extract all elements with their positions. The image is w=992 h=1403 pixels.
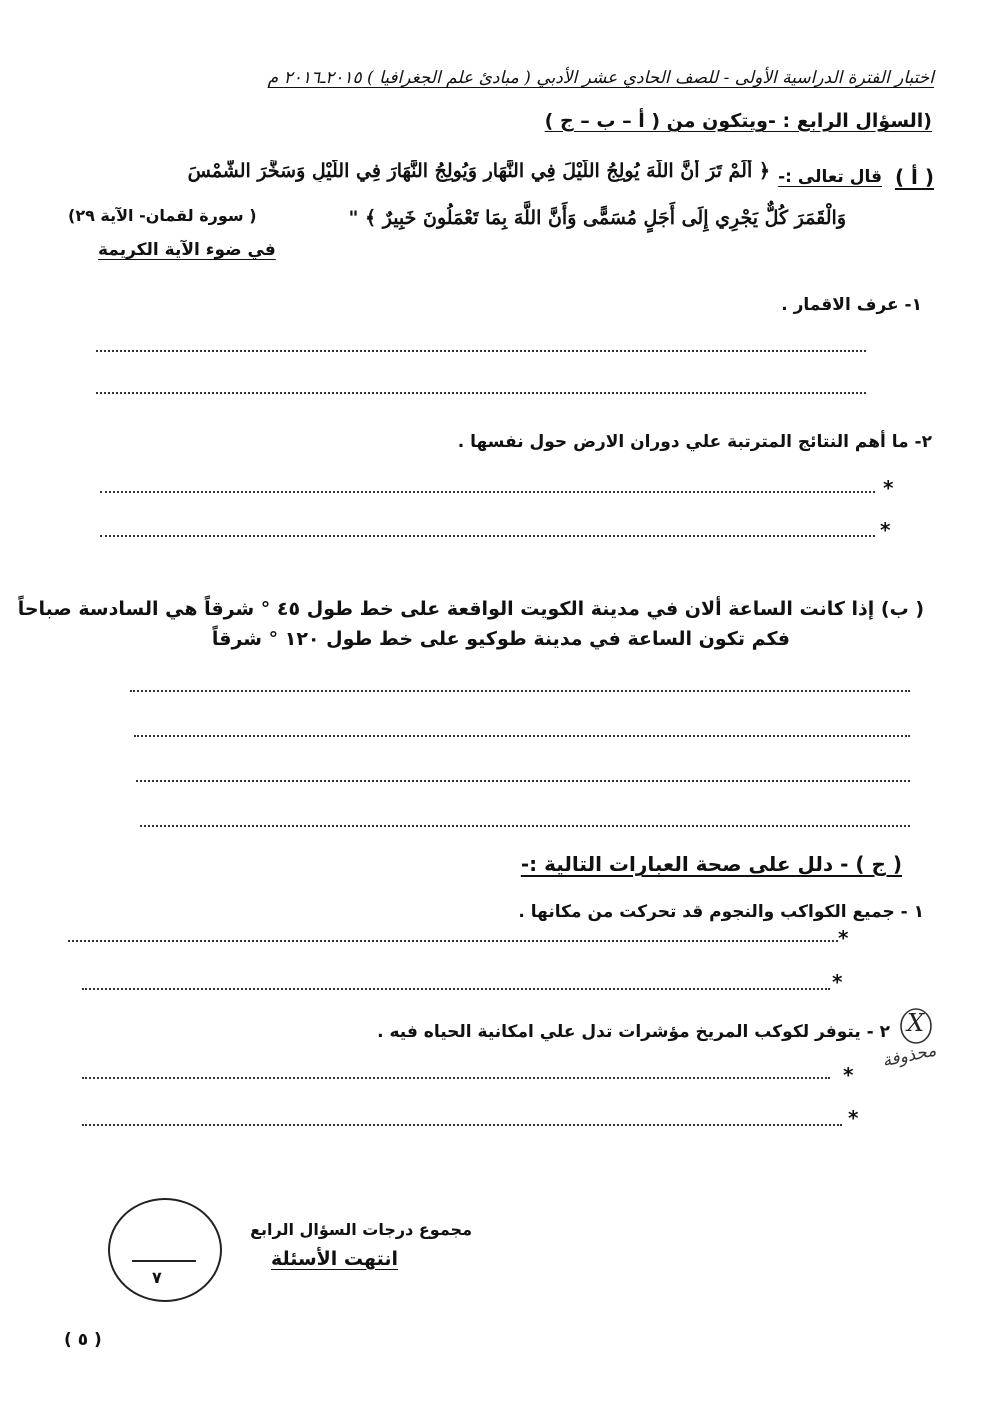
end-of-questions: انتهت الأسئلة (270, 1248, 398, 1270)
part-c-heading: ( ج ) - دلل على صحة العبارات التالية :- (520, 852, 902, 876)
answer-line[interactable] (136, 780, 910, 782)
answer-line[interactable] (140, 825, 910, 827)
page-number: ( ٥ ) (64, 1330, 102, 1350)
question-heading: (السؤال الرابع : -ويتكون من ( أ – ب – ج ) (544, 110, 932, 132)
answer-line[interactable] (68, 940, 838, 942)
answer-line[interactable] (82, 988, 830, 990)
annotation-x-mark: X (907, 1009, 925, 1037)
answer-line[interactable] (82, 1077, 830, 1079)
verse-line-1: ﴿ أَلَمْ تَرَ أَنَّ اللَّهَ يُولِجُ اللَّيْلَ فِي النَّهَارِ وَيُولِجُ النَّهَارَ فِي اللَّيْلِ وَسَخَّرَ الشَّمْسَ (187, 160, 770, 182)
statement-1: ١ - جميع الكواكب والنجوم قد تحركت من مكانها . (518, 902, 924, 922)
bullet-star-icon: * (832, 970, 843, 994)
verse-context: في ضوء الآية الكريمة (98, 240, 276, 260)
score-divider (132, 1260, 196, 1262)
bullet-star-icon: * (848, 1106, 859, 1130)
question-a2: ٢- ما أهم النتائج المترتبة علي دوران الارض حول نفسها . (457, 432, 932, 452)
annotation-note: محذوفة (880, 1040, 938, 1072)
answer-line[interactable] (96, 392, 866, 394)
answer-line[interactable] (100, 535, 875, 537)
answer-line[interactable] (100, 491, 875, 493)
part-b-line-1: ( ب) إذا كانت الساعة ألان في مدينة الكويت الواقعة على خط طول ٤٥ ° شرقاً هي السادسة صباحاً (17, 598, 924, 620)
part-b-line-2: فكم تكون الساعة في مدينة طوكيو على خط طول ١٢٠ ° شرقاً (211, 628, 790, 650)
score-max: ٧ (152, 1268, 162, 1287)
score-circle (108, 1198, 222, 1302)
total-score-label: مجموع درجات السؤال الرابع (250, 1220, 472, 1239)
verse-line-2: وَالْقَمَرَ كُلٌّ يَجْرِي إِلَى أَجَلٍ مُسَمًّى وَأَنَّ اللَّهَ بِمَا تَعْمَلُونَ خَبِيرٌ ﴾ " (348, 207, 846, 229)
answer-line[interactable] (134, 735, 910, 737)
verse-reference: ( سورة لقمان- الآية ٢٩) (68, 206, 257, 225)
bullet-star-icon: * (838, 926, 849, 950)
answer-line[interactable] (130, 690, 910, 692)
exam-header-title: اختبار الفترة الدراسية الأولى - للصف الحادي عشر الأدبي ( مبادئ علم الجغرافيا ) ٢٠١٥ـ٢٠١٦ م (267, 68, 934, 88)
question-a1: ١- عرف الاقمار . (781, 295, 922, 315)
answer-line[interactable] (96, 350, 866, 352)
part-a-label: ( أ ) (894, 165, 934, 189)
answer-line[interactable] (82, 1124, 842, 1126)
bullet-star-icon: * (880, 518, 891, 542)
part-a-intro: قال تعالى :- (778, 167, 882, 187)
bullet-star-icon: * (843, 1063, 854, 1087)
statement-2: ٢ - يتوفر لكوكب المريخ مؤشرات تدل علي امكانية الحياه فيه . (377, 1022, 890, 1042)
bullet-star-icon: * (883, 476, 894, 500)
